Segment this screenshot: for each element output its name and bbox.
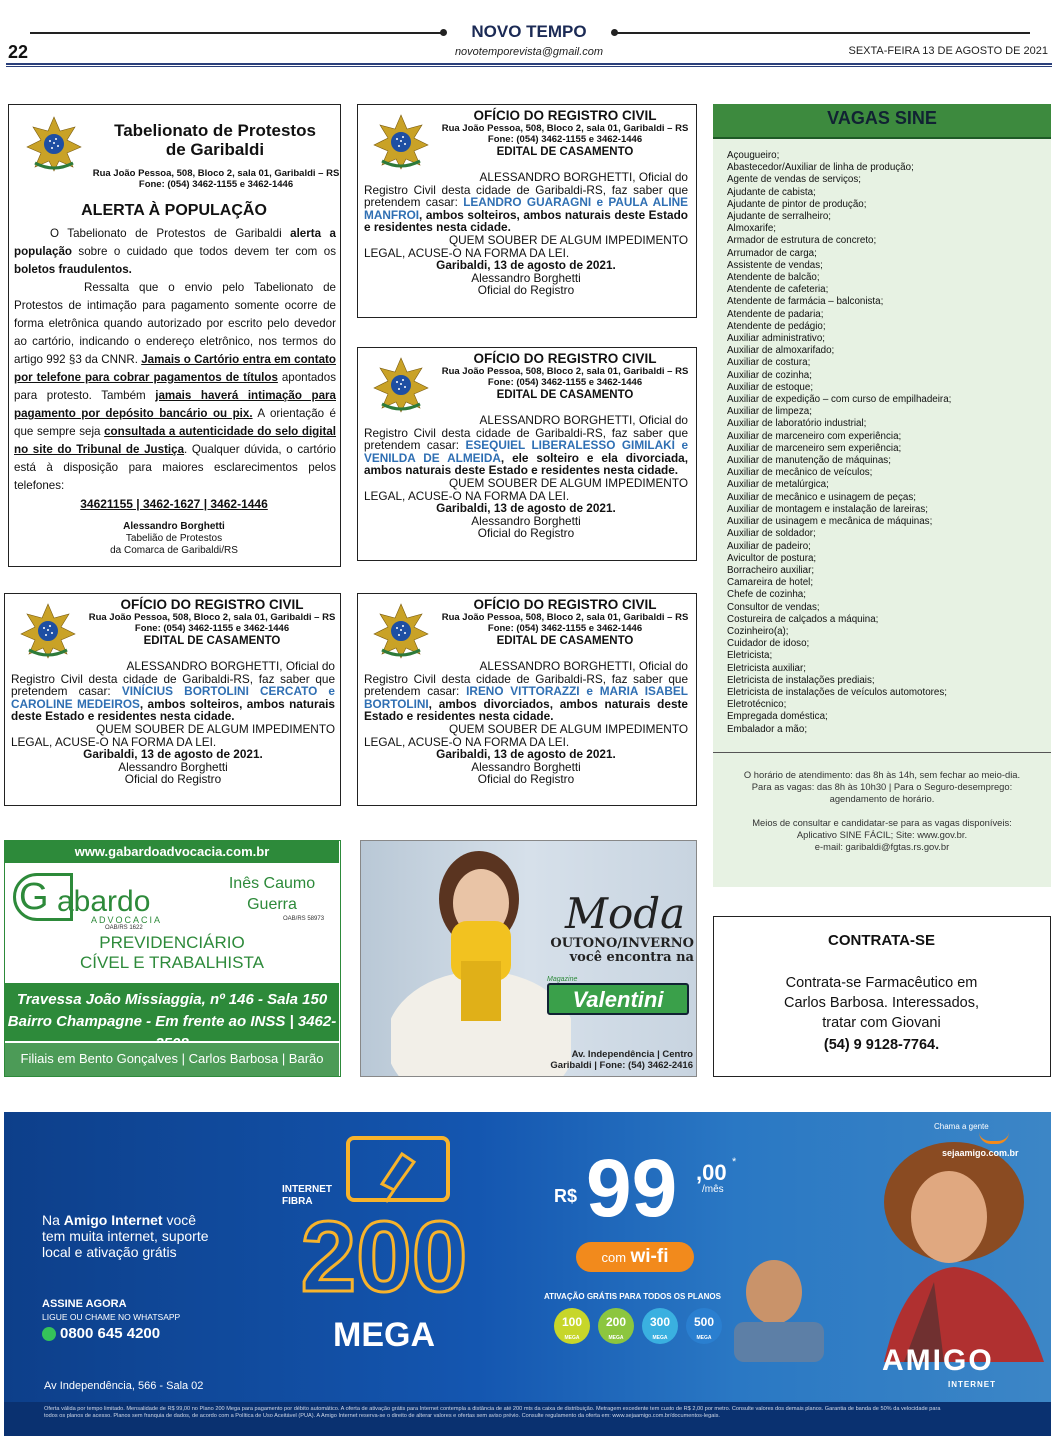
amigo-intro-brand: Amigo Internet [63, 1212, 163, 1228]
amigo-intro-3: local e ativação grátis [42, 1244, 177, 1260]
oficio-address: Rua João Pessoa, 508, Bloco 2, sala 01, Garibaldi – RS [88, 612, 336, 623]
vaga-item: Açougueiro; [727, 150, 780, 161]
vagas-title: VAGAS SINE [827, 108, 937, 128]
page-date: SEXTA-FEIRA 13 DE AGOSTO DE 2021 [848, 45, 1048, 57]
oficio-address: Rua João Pessoa, 508, Bloco 2, sala 01, Garibaldi – RS [441, 366, 689, 377]
vaga-item: Auxiliar de almoxarifado; [727, 345, 835, 357]
contrata-text-2: Carlos Barbosa. Interessados, [783, 995, 980, 1011]
oficio-phone: Fone: (054) 3462-1155 e 3462-1446 [487, 134, 643, 145]
vaga-item: Camareira de hotel; [727, 577, 814, 589]
oficio-address: Rua João Pessoa, 508, Bloco 2, sala 01, Garibaldi – RS [441, 123, 689, 134]
oficio-date: Garibaldi, 13 de agosto de 2021. [436, 501, 616, 516]
oficio-title: OFÍCIO DO REGISTRO CIVIL [120, 597, 304, 612]
brazil-coat-of-arms-icon [23, 115, 85, 173]
tabelionato-phones: 34621155 | 3462-1627 | 3462-1446 [80, 497, 268, 511]
vaga-item: Chefe de cozinha; [727, 589, 806, 601]
moda-address-2: Garibaldi | Fone: (54) 3462-2416 [550, 1060, 693, 1071]
amigo-cents: ,00 [696, 1160, 727, 1185]
vagas-hours-1: O horário de atendimento: das 8h às 14h, sem fechar ao meio-dia. [743, 769, 1021, 780]
plan-badge: 200 MEGA [598, 1308, 634, 1344]
moda-magazine: Magazine [547, 976, 578, 983]
oficio-notice [4, 593, 341, 806]
vaga-item: Ajudante de pintor de produção; [727, 198, 867, 210]
gabardo-sub: ADVOCACIA [91, 915, 163, 925]
oficio-phone: Fone: (054) 3462-1155 e 3462-1446 [134, 623, 290, 634]
amigo-asterisk: * [732, 1156, 737, 1168]
vaga-item: Embalador a mão; [727, 723, 808, 735]
tabelionato-sig-role: Tabelião de Protestos [125, 533, 223, 544]
vaga-item: Auxiliar de cozinha; [727, 369, 812, 381]
vaga-item: Arrumador de carga; [727, 247, 817, 259]
vaga-item: Borracheiro auxiliar; [727, 564, 815, 576]
vaga-item: Auxiliar de laboratório industrial; [727, 418, 867, 430]
vaga-item: Auxiliar de costura; [727, 357, 811, 369]
oficio-sig: Alessandro Borghetti [118, 759, 228, 774]
vaga-item: Eletricista; [727, 650, 773, 662]
amigo-price: 99 [586, 1143, 678, 1234]
vaga-item: Auxiliar de expedição – com curso de empilhadeira; [727, 394, 952, 406]
brazil-coat-of-arms-icon [370, 356, 432, 414]
gabardo-area-1: PREVIDENCIÁRIO [99, 933, 245, 952]
brazil-coat-of-arms-icon [370, 602, 432, 660]
tabelionato-body: O Tabelionato de Protestos de Garibaldi alerta a população sobre o cuidado que todos devem ter com os boletos fraudulentos. Ressalta que o envio pelo Tabelionato de Protestos de intimação para pagamento somente ocorre de forma eletrônica quando autorizado por escrito pelo devedor ao cartório, indicando o endereço eletrônico, nos termos do artigo 992 §3 da CNNR. Jamais o Cartório entra em contato por telefone para cobrar pagamentos de títulos apontados para protesto. Também jamais haverá intimação para pagamento por depósito bancário ou pix. A orientação é que sempre seja consultada a autenticidade do selo digital no site do Tribunal de Justiça. Qualquer dúvida, o cartório está à disposição para maiores esclarecimentos pelos telefones: [14, 227, 337, 492]
amigo-assine: ASSINE AGORA [42, 1298, 127, 1310]
oficio-body: ALESSANDRO BORGHETTI, Oficial do Registro Civil desta cidade de Garibaldi-RS, faz saber que pretendem casar: IRENO VITTORAZZI e MARIA ISABEL BORTOLINI, ambos divorciados, ambos naturais deste Estado e residentes nesta cidade. QUEM SOUBER DE ALGUM IMPEDIMENTO LEGAL, ACUSE-O NA FORMA DA LEI. Garibaldi, 13 de agosto de 2021. Alessandro Borghetti Oficial do Registro [364, 659, 689, 787]
vaga-item: Eletricista de instalações de veículos automotores; [727, 686, 947, 698]
oficio-body: ALESSANDRO BORGHETTI, Oficial do Registro Civil desta cidade de Garibaldi-RS, faz saber que pretendem casar: ESEQUIEL LIBERALESSO GIMILAKI e VENILDA DE ALMEIDA, ele solteiro e ela divorciada, ambos naturais deste Estado e residentes nesta cidade. QUEM SOUBER DE ALGUM IMPEDIMENTO LEGAL, ACUSE-O NA FORMA DA LEI. Garibaldi, 13 de agosto de 2021. Alessandro Borghetti Oficial do Registro [364, 413, 689, 541]
oficio-names: IRENO VITTORAZZI e MARIA ISABEL BORTOLINI [364, 684, 689, 711]
vaga-item: Auxiliar de usinagem e mecânica de máquinas; [727, 516, 933, 528]
vagas-panel [713, 104, 1051, 887]
oficio-date: Garibaldi, 13 de agosto de 2021. [83, 747, 263, 762]
vaga-item: Auxiliar de mecânico e usinagem de peças; [727, 491, 916, 503]
vaga-item: Empregada doméstica; [727, 711, 828, 723]
vaga-item: Auxiliar de padeiro; [727, 540, 811, 552]
plan-badge: 100 MEGA [554, 1308, 590, 1344]
moda-title: Moda [565, 889, 686, 938]
amigo-fine-2: todos os planos de acesso. Planos sem franquia de dados, de acordo com a Política de Uso Aceitável (PUA). A Amigo Internet reserva-se o direito de alterar valores e ofertas sem aviso prévio. Consulte regulamento da oferta em: www.sejaamigo.com.br/documentos-legais. [44, 1413, 720, 1419]
vaga-item: Armador de estrutura de concreto; [727, 235, 877, 247]
amigo-internet: INTERNET [282, 1184, 332, 1195]
oficio-edital: EDITAL DE CASAMENTO [496, 389, 634, 401]
plan-badge: 300 MEGA [642, 1308, 678, 1344]
oficio-body: ALESSANDRO BORGHETTI, Oficial do Registro Civil desta cidade de Garibaldi-RS, faz saber que pretendem casar: LEANDRO GUARAGNI e PAULA ALINE MANFROI, ambos solteiros, ambos naturais deste Estado e residentes nesta cidade. QUEM SOUBER DE ALGUM IMPEDIMENTO LEGAL, ACUSE-O NA FORMA DA LEI. Garibaldi, 13 de agosto de 2021. Alessandro Borghetti Oficial do Registro [364, 170, 688, 298]
vaga-item: Auxiliar de manutenção de máquinas; [727, 455, 891, 467]
oficio-role: Oficial do Registro [477, 772, 575, 787]
gabardo-address-1: Travessa João Missiaggia, nº 146 - Sala 150 [16, 991, 328, 1008]
vaga-item: Auxiliar de estoque; [727, 381, 814, 393]
page-number: 22 [8, 42, 29, 62]
moda-season: OUTONO/INVERNO [550, 936, 694, 951]
woman-smiling-icon [844, 1132, 1051, 1362]
oficio-edital: EDITAL DE CASAMENTO [143, 635, 281, 647]
amigo-currency: R$ [554, 1186, 578, 1206]
contrata-title: CONTRATA-SE [828, 932, 935, 949]
brazil-coat-of-arms-icon [370, 113, 432, 171]
amigo-ad: Na Amigo Internet você tem muita internet, suporte local e ativação grátis ASSINE AGORA LIGUE OU CHAME NO WHATSAPP 0800 645 4200 Av Independência, 566 - Sala 02 INTERNET FIBRA 200 MEGA R$ 99 ,00 * /mês com wi-fi ATIVAÇÃO GRÁTIS PARA TODOS OS PLANOS 100 MEGA 200 MEGA 300 MEGA 500 MEGA Chama a gente sejaamigo.com.br AMIGO INTERNET Oferta válida por tempo limitado. Mensalidade de R$ 99,00 no Plano 200 Mega para pagamento por débito automático. A oferta de ativação grátis para Internet contempla a distância de até 200 mts da caixa de distribuição. Metragem excedente tem custo de R$ 2,00 por metro. Consulte valores dos demais planos. Garantia de banda de 50% da velocidade para todos os planos de acesso. Planos sem franquia de dados, de acordo com a Política de Uso Aceitável (PUA). A Amigo Internet reserva-se o direito de alterar valores e ofertas sem aviso prévio. Consulte regulamento da oferta em: www.sejaamigo.com.br/documentos-legais. [4, 1112, 1051, 1436]
man-laptop-icon [704, 1252, 844, 1362]
vagas-means-3: e-mail: garibaldi@fgtas.rs.gov.br [814, 841, 950, 852]
gabardo-oab-1: OAB/RS 1622 [105, 925, 143, 931]
amigo-wifi-pre: com [601, 1250, 627, 1265]
oficio-notice [357, 347, 697, 561]
oficio-sig: Alessandro Borghetti [471, 270, 581, 285]
oficio-date: Garibaldi, 13 de agosto de 2021. [436, 258, 616, 273]
vaga-item: Auxiliar administrativo; [727, 333, 826, 345]
vaga-item: Atendente de farmácia – balconista; [727, 296, 884, 308]
amigo-mega: MEGA [333, 1316, 435, 1354]
oficio-phone: Fone: (054) 3462-1155 e 3462-1446 [487, 623, 643, 634]
tabelionato-phone: Fone: (054) 3462-1155 e 3462-1446 [138, 179, 294, 190]
vagas-means-1: Meios de consultar e candidatar-se para as vagas disponíveis: [752, 817, 1012, 828]
gabardo-logo: abardo [57, 885, 151, 918]
contrata-notice [713, 916, 1051, 1077]
vaga-item: Abastecedor/Auxiliar de linha de produção; [727, 162, 914, 174]
whatsapp-icon [42, 1327, 56, 1341]
amigo-fine-1: Oferta válida por tempo limitado. Mensalidade de R$ 99,00 no Plano 200 Mega para pagamento por débito automático. A oferta de ativação grátis para Internet contempla a distância de até 200 mts da caixa de distribuição. Metragem excedente tem custo de R$ 2,00 por metro. Consulte valores dos demais planos. Garantia de banda de 50% da velocidade para [44, 1406, 941, 1412]
vaga-item: Atendente de pedágio; [727, 320, 826, 332]
oficio-names: LEANDRO GUARAGNI e PAULA ALINE MANFROI [364, 195, 688, 222]
rocket-screen-icon [342, 1132, 458, 1210]
vaga-item: Eletrotécnico; [727, 699, 787, 711]
vaga-item: Auxiliar de soldador; [727, 528, 816, 540]
vaga-item: Cuidador de idoso; [727, 638, 810, 650]
vaga-item: Ajudante de cabista; [727, 186, 816, 198]
gabardo-name-1: Inês Caumo [228, 875, 316, 892]
gabardo-url[interactable]: www.gabardoadvocacia.com.br [74, 844, 270, 859]
newspaper-title: NOVO TEMPO [471, 22, 587, 41]
amigo-address: Av Independência, 566 - Sala 02 [44, 1380, 204, 1392]
vaga-item: Auxiliar de marceneiro sem experiência; [727, 442, 902, 454]
vaga-item: Auxiliar de mecânico de veículos; [727, 467, 873, 479]
oficio-sig: Alessandro Borghetti [471, 513, 581, 528]
amigo-ativacao: ATIVAÇÃO GRÁTIS PARA TODOS OS PLANOS [544, 1292, 721, 1301]
alert-heading: ALERTA À POPULAÇÃO [81, 202, 267, 219]
vaga-item: Atendente de balcão; [727, 272, 820, 284]
moda-ad [360, 840, 697, 1077]
gabardo-address-2: Bairro Champagne - Em frente ao INSS | 3462- [7, 1013, 337, 1030]
header-double-rule [6, 63, 1052, 67]
tabelionato-sig-place: da Comarca de Garibaldi/RS [110, 545, 238, 556]
vagas-hours-2: Para as vagas: das 8h às 10h30 | Para o Seguro-desemprego: [751, 781, 1013, 792]
moda-find: você encontra na [569, 950, 694, 965]
amigo-plans [554, 1308, 724, 1344]
oficio-role: Oficial do Registro [477, 526, 575, 541]
amigo-chama: Chama a gente [934, 1122, 989, 1131]
tabelionato-notice [8, 104, 341, 567]
oficio-sig: Alessandro Borghetti [471, 759, 581, 774]
amigo-site[interactable]: sejaamigo.com.br [942, 1148, 1019, 1158]
gabardo-name-2: Guerra [247, 896, 297, 913]
vaga-item: Agente de vendas de serviços; [727, 174, 861, 186]
vaga-item: Costureira de calçados a máquina; [727, 613, 879, 625]
gabardo-ad [4, 840, 341, 1077]
gabardo-logo-g: G [19, 876, 49, 918]
oficio-title: OFÍCIO DO REGISTRO CIVIL [473, 351, 657, 366]
contrata-text-3: tratar com Giovani [822, 1015, 941, 1031]
vaga-item: Assistente de vendas; [727, 259, 823, 271]
oficio-notice [357, 593, 697, 806]
amigo-speed: 200 [300, 1201, 468, 1313]
plan-badge: 500 MEGA [686, 1308, 722, 1344]
oficio-role: Oficial do Registro [124, 772, 222, 787]
vagas-hours-3: agendamento de horário. [829, 793, 935, 804]
amigo-fibra: FIBRA [282, 1196, 313, 1207]
oficio-body: ALESSANDRO BORGHETTI, Oficial do Registro Civil desta cidade de Garibaldi-RS, faz saber que pretendem casar: VINÍCIUS BORTOLINI CERCATO e CAROLINE MEDEIROS, ambos solteiros, ambos naturais deste Estado e residentes nesta cidade. QUEM SOUBER DE ALGUM IMPEDIMENTO LEGAL, ACUSE-O NA FORMA DA LEI. Garibaldi, 13 de agosto de 2021. Alessandro Borghetti Oficial do Registro [11, 659, 335, 787]
vaga-item: Auxiliar de marceneiro com experiência; [727, 430, 902, 442]
oficio-date: Garibaldi, 13 de agosto de 2021. [436, 747, 616, 762]
moda-address-1: Av. Independência | Centro [571, 1049, 693, 1060]
amigo-ligue: LIGUE OU CHAME NO WHATSAPP [42, 1312, 181, 1322]
vaga-item: Ajudante de serralheiro; [727, 211, 832, 223]
vaga-item: Almoxarife; [727, 223, 776, 235]
oficio-role: Oficial do Registro [477, 283, 575, 298]
vaga-item: Auxiliar de montagem e instalação de lareiras; [727, 503, 928, 515]
vaga-item: Atendente de padaria; [727, 308, 824, 320]
oficio-phone: Fone: (054) 3462-1155 e 3462-1446 [487, 377, 643, 388]
vaga-item: Auxiliar de metalúrgica; [727, 479, 829, 491]
tabelionato-title-1: Tabelionato de Protestos [114, 121, 316, 140]
brazil-coat-of-arms-icon [17, 602, 79, 660]
oficio-title: OFÍCIO DO REGISTRO CIVIL [473, 108, 657, 123]
oficio-names: VINÍCIUS BORTOLINI CERCATO e CAROLINE MEDEIROS [11, 684, 335, 711]
vaga-item: Eletricista de instalações prediais; [727, 674, 875, 686]
amigo-intro-2: tem muita internet, suporte [42, 1228, 209, 1244]
oficio-edital: EDITAL DE CASAMENTO [496, 635, 634, 647]
amigo-phone[interactable]: 0800 645 4200 [60, 1325, 161, 1342]
amigo-per: /mês [702, 1184, 724, 1195]
gabardo-oab-2: OAB/RS 58973 [283, 916, 325, 922]
tabelionato-sig-name: Alessandro Borghetti [123, 521, 225, 532]
vaga-item: Cozinheiro(a); [727, 625, 789, 637]
amigo-wifi: wi-fi [630, 1246, 669, 1267]
vagas-means-2: Aplicativo SINE FÁCIL; Site: www.gov.br. [796, 829, 968, 840]
vaga-item: Eletricista auxiliar; [727, 662, 806, 674]
tabelionato-title-2: de Garibaldi [165, 140, 265, 159]
vaga-item: Auxiliar de limpeza; [727, 406, 812, 418]
vaga-item: Avicultor de postura; [727, 552, 817, 564]
gabardo-area-2: CÍVEL E TRABALHISTA [80, 953, 264, 972]
oficio-title: OFÍCIO DO REGISTRO CIVIL [473, 597, 657, 612]
header-email: novotemporevista@gmail.com [454, 46, 604, 58]
tabelionato-address: Rua João Pessoa, 508, Bloco 2, sala 01, Garibaldi – RS [92, 168, 340, 179]
oficio-names: ESEQUIEL LIBERALESSO GIMILAKI e VENILDA DE ALMEIDA [364, 438, 689, 465]
vagas-list [727, 150, 1047, 736]
gabardo-filiais: Filiais em Bento Gonçalves | Carlos Barbosa | Barão [20, 1051, 324, 1066]
oficio-edital: EDITAL DE CASAMENTO [496, 146, 634, 158]
contrata-text-1: Contrata-se Farmacêutico em [785, 975, 978, 991]
moda-store: Valentini [572, 987, 664, 1012]
contrata-phone: (54) 9 9128-7764. [823, 1037, 940, 1053]
vaga-item: Consultor de vendas; [727, 601, 820, 613]
vaga-item: Atendente de cafeteria; [727, 284, 829, 296]
amigo-logo: AMIGO [882, 1344, 994, 1377]
amigo-logo-sub: INTERNET [948, 1380, 996, 1389]
oficio-notice [357, 104, 697, 318]
oficio-address: Rua João Pessoa, 508, Bloco 2, sala 01, Garibaldi – RS [441, 612, 689, 623]
